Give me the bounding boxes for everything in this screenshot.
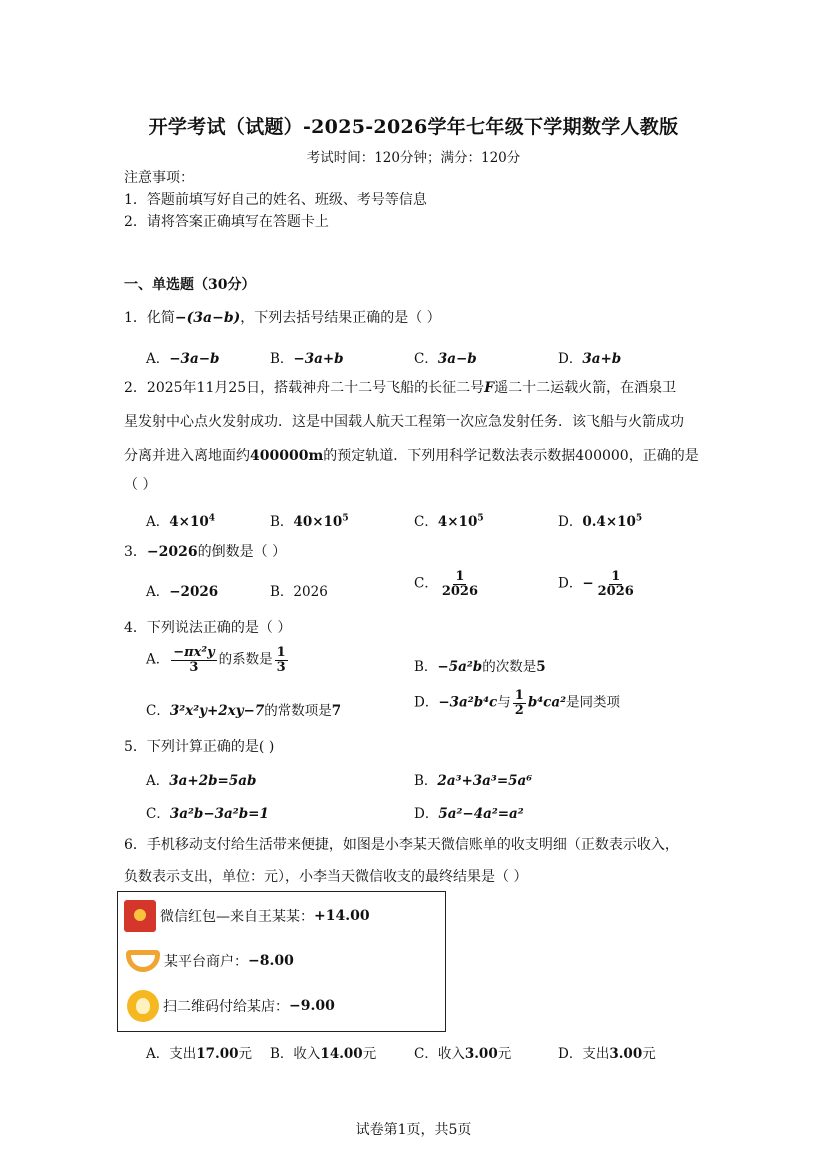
q3-option-c: C． $\frac{1}{2026}$	[414, 569, 479, 599]
bill-row-red-packet: 微信红包—来自王某某： +14.00	[124, 900, 370, 932]
q6-option-c: C．收入3.00元	[414, 1046, 512, 1062]
q1-option-a: A．−3a−b	[146, 351, 220, 367]
coin-bag-icon	[127, 990, 159, 1022]
question-3-stem: 3．−2026的倒数是（ ）	[124, 544, 287, 560]
red-packet-icon	[124, 900, 156, 932]
page-footer: 试卷第1页，共5页	[355, 1122, 472, 1138]
note-item-1: 1．答题前填写好自己的姓名、班级、考号等信息	[124, 192, 427, 208]
q2-option-a: A．$4\times 10^4$	[146, 513, 216, 530]
q4-option-c: C．3²x²y+2xy−7的常数项是7	[146, 703, 342, 719]
q1-option-b: B．−3a+b	[270, 351, 344, 367]
q1-option-d: D．3a+b	[558, 351, 622, 367]
q3-option-a: A．−2026	[146, 584, 219, 600]
q6-option-b: B．收入14.00元	[270, 1046, 377, 1062]
q5-option-d: D．5a²−4a²=a²	[414, 806, 524, 822]
wechat-bill-figure	[117, 891, 446, 1032]
question-5-stem: 5．下列计算正确的是( )	[124, 739, 275, 755]
q4-option-b: B．−5a²b的次数是5	[414, 659, 546, 675]
question-6-line-2: 负数表示支出，单位：元），小李当天微信收支的最终结果是（ ）	[124, 869, 528, 885]
question-2-line-4: （ ）	[124, 477, 157, 493]
question-6-line-1: 6．手机移动支付给生活带来便捷，如图是小李某天微信账单的收支明细（正数表示收入，	[124, 837, 679, 853]
bill-row-qr-payment: 扫二维码付给某店： −9.00	[127, 990, 335, 1022]
q5-option-b: B．2a³+3a³=5a⁶	[414, 773, 533, 789]
question-2-line-1: 2．2025年11月25日，搭载神舟二十二号飞船的长征二号F遥二十二运载火箭，在酒泉卫	[124, 380, 677, 396]
notes-heading: 注意事项：	[124, 170, 194, 186]
q4-option-d: D．−3a²b⁴c与 $\frac{1}{2}$ b⁴ca²是同类项	[414, 688, 621, 718]
section-heading: 一、单选题（30分）	[124, 277, 256, 293]
q3-option-b: B．2026	[270, 584, 328, 600]
note-item-2: 2．请将答案正确填写在答题卡上	[124, 214, 329, 230]
q6-option-a: A．支出17.00元	[146, 1046, 253, 1062]
q1-option-c: C．3a−b	[414, 351, 477, 367]
question-2-line-2: 星发射中心点火发射成功．这是中国载人航天工程第一次应急发射任务．该飞船与火箭成功	[124, 414, 684, 430]
q4-option-a: A． $\frac{\text{−πx²y}}{3}$ 的系数是 $\frac{1}{3}$	[146, 645, 286, 675]
q2-option-c: C．$4\times 10^5$	[414, 513, 484, 530]
bill-row-merchant: 某平台商户： −8.00	[126, 948, 294, 974]
question-1-stem: 1．化简−(3a−b)，下列去括号结果正确的是（ ）	[124, 310, 441, 326]
q6-option-d: D．支出3.00元	[558, 1046, 656, 1062]
q2-option-b: B．$40\times 10^5$	[270, 513, 349, 530]
bowl-icon	[126, 948, 160, 974]
question-4-stem: 4．下列说法正确的是（ ）	[124, 620, 292, 636]
exam-time-info: 考试时间：120分钟；满分：120分	[306, 150, 521, 166]
page-title: 开学考试（试题）-2025-2026学年七年级下学期数学人教版	[148, 116, 679, 138]
q5-option-a: A．3a+2b=5ab	[146, 773, 257, 789]
q3-option-d: D．− $\frac{1}{2026}$	[558, 569, 634, 599]
question-2-line-3: 分离并进入离地面约400000m的预定轨道．下列用科学记数法表示数据400000，正确的是	[124, 448, 699, 464]
q2-option-d: D．$0.4\times 10^5$	[558, 513, 643, 530]
q5-option-c: C．3a²b−3a²b=1	[146, 806, 269, 822]
